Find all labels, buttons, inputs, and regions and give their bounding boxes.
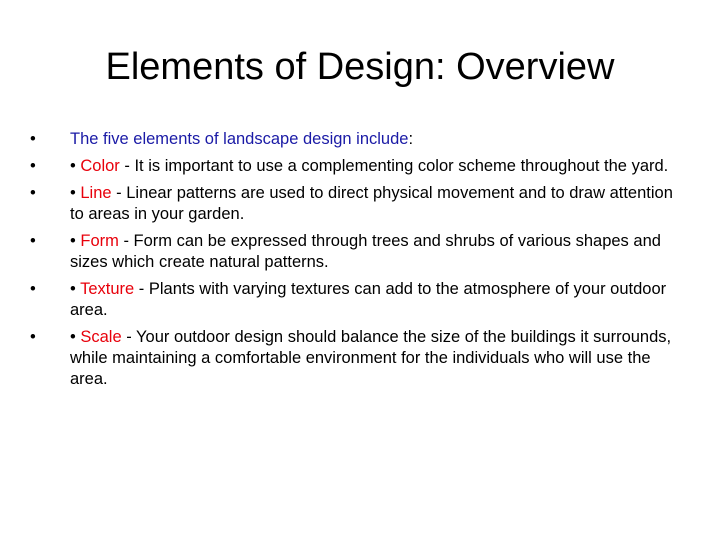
inline-bullet: •: [70, 232, 81, 250]
term-color: Color: [80, 157, 120, 175]
intro-suffix: :: [408, 130, 414, 148]
bullet-dot: •: [30, 130, 36, 148]
description-texture: - Plants with varying textures can add to the atmosphere of your outdoor area.: [70, 280, 667, 319]
bullet-dot: •: [30, 232, 36, 250]
bullet-dot: •: [30, 157, 36, 175]
bullet-item-line: [30, 183, 690, 225]
bullet-item-texture: [30, 279, 690, 321]
bullet-item-intro: [30, 129, 690, 150]
bullet-item-form: [30, 231, 690, 273]
description-line: - Linear patterns are used to direct physical movement and to draw attention to areas in your garden.: [70, 184, 673, 223]
inline-bullet: •: [70, 184, 81, 202]
bullet-item-scale: [30, 327, 690, 390]
description-scale: - Your outdoor design should balance the size of the buildings it surrounds, while maintaining a comfortable environment for the individuals who will use the area.: [70, 328, 672, 388]
inline-bullet: •: [70, 280, 81, 298]
term-form: Form: [80, 232, 119, 250]
bullet-item-color: [30, 156, 690, 177]
inline-bullet: •: [70, 328, 81, 346]
term-texture: Texture: [80, 280, 135, 298]
description-form: - Form can be expressed through trees and shrubs of various shapes and sizes which create natural patterns.: [70, 232, 661, 271]
intro-text: The five elements of landscape design include: [70, 130, 409, 148]
bullet-dot: •: [30, 280, 36, 298]
bullet-dot: •: [30, 184, 36, 202]
bullet-dot: •: [30, 328, 36, 346]
slide-title: Elements of Design: Overview: [105, 46, 615, 88]
term-scale: Scale: [80, 328, 122, 346]
term-line: Line: [80, 184, 112, 202]
inline-bullet: •: [70, 157, 81, 175]
bullet-list: [30, 129, 690, 396]
description-color: - It is important to use a complementing color scheme throughout the yard.: [119, 157, 669, 175]
